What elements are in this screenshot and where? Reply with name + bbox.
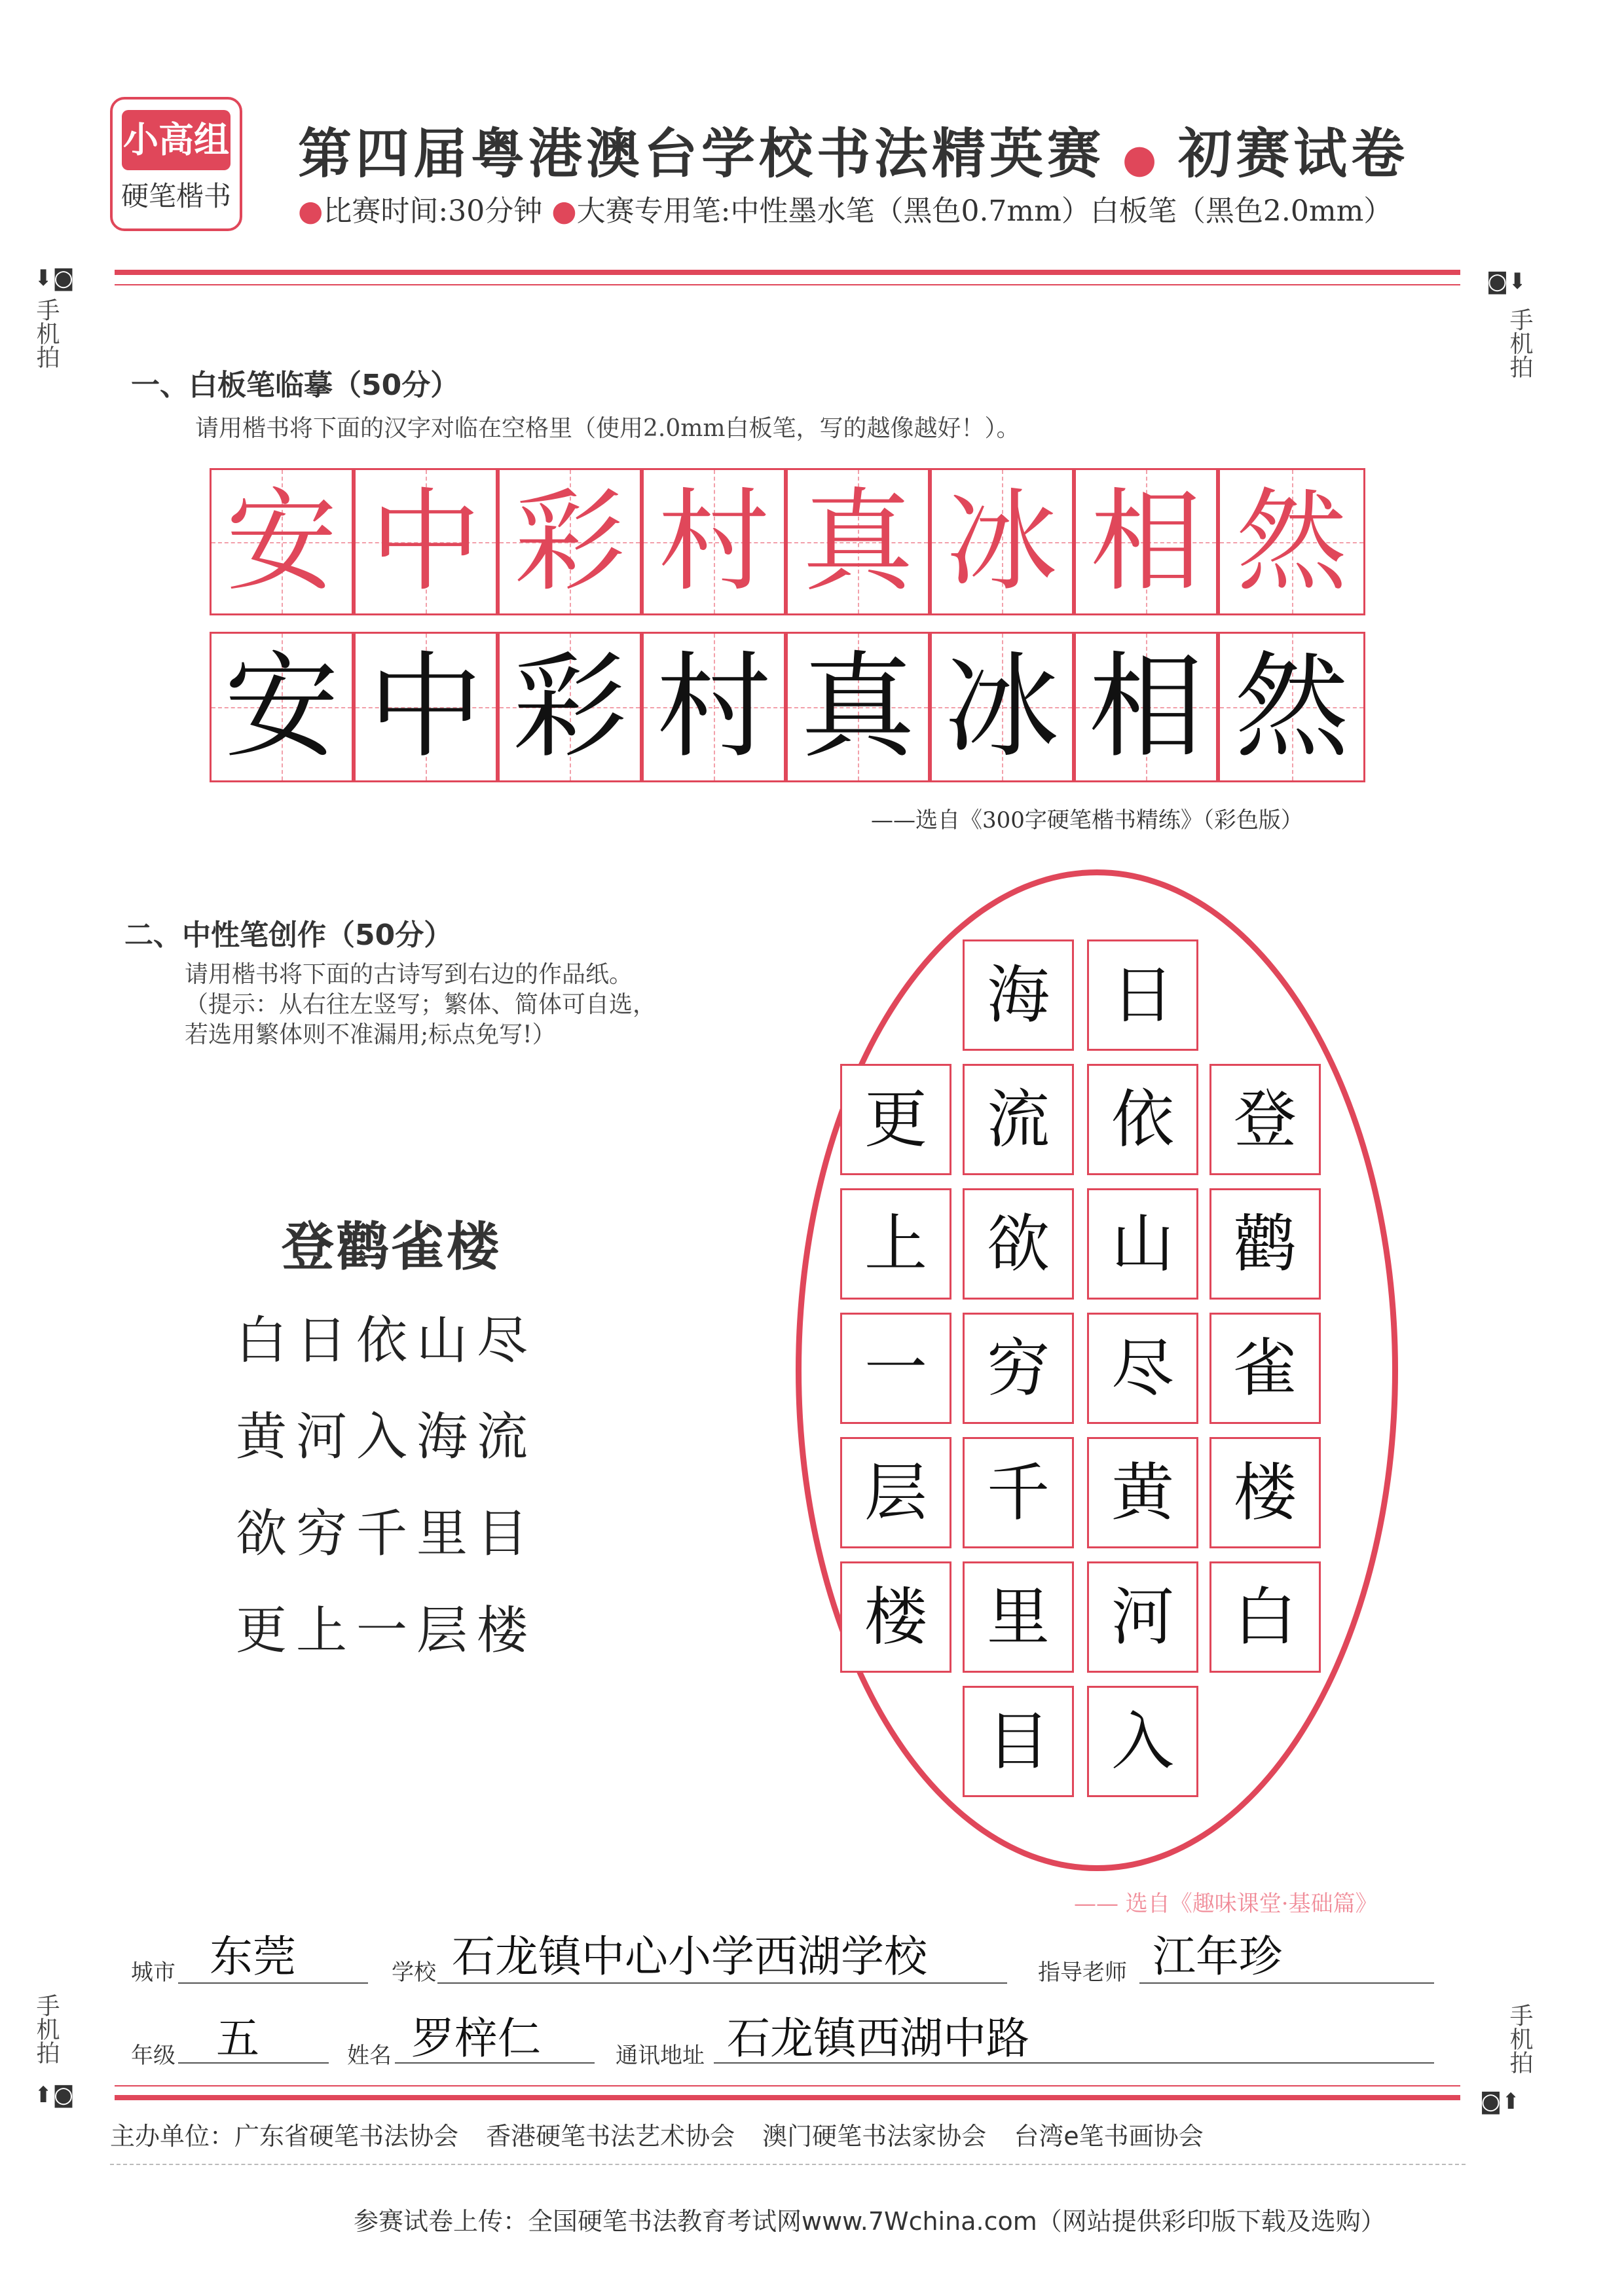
poem-line: 黄河入海流 <box>236 1408 538 1467</box>
artwork-cell: 里 <box>963 1561 1074 1673</box>
side-note-bottom-left: 手机拍 <box>33 1994 60 2064</box>
model-cell: 冰 <box>930 468 1074 615</box>
grade-label: 年级 <box>131 2043 175 2069</box>
side-note-top-right: 手机拍 <box>1506 308 1533 378</box>
camera-icon: ⬇◙ <box>34 265 75 291</box>
artwork-cell: 依 <box>1087 1064 1198 1175</box>
artwork-cell: 雀 <box>1209 1313 1321 1424</box>
artwork-cell: 鹳 <box>1209 1188 1321 1300</box>
artwork-cell: 河 <box>1087 1561 1198 1673</box>
artwork-cell: 千 <box>963 1437 1074 1548</box>
artwork-cell: 入 <box>1087 1686 1198 1797</box>
artwork-cell: 海 <box>963 939 1074 1051</box>
footer-divider-thin <box>115 2085 1460 2086</box>
practice-cell: 安 <box>210 632 354 782</box>
artwork-cell: 楼 <box>1209 1437 1321 1548</box>
artwork-cell: 欲 <box>963 1188 1074 1300</box>
upload-info: 参赛试卷上传：全国硬笔书法教育考试网www.7Wchina.com（网站提供彩印版下载及选购） <box>354 2207 1386 2236</box>
address-value: 石龙镇西湖中路 <box>727 2013 1029 2064</box>
poem-line: 白日依山尽 <box>236 1311 538 1370</box>
poem-line: 更上一层楼 <box>236 1601 538 1660</box>
city-value: 东莞 <box>210 1931 296 1982</box>
practice-cell: 然 <box>1218 632 1365 782</box>
exam-pens: 大赛专用笔:中性墨水笔（黑色0.7mm）白板笔（黑色2.0mm） <box>576 194 1393 228</box>
artwork-cell: 黄 <box>1087 1437 1198 1548</box>
bullet-icon: ● <box>298 194 323 228</box>
practice-cell: 真 <box>786 632 930 782</box>
section2-source: —— 选自《趣味课堂·基础篇》 <box>1074 1891 1378 1917</box>
page-title <box>298 111 1409 188</box>
name-label: 姓名 <box>347 2043 392 2069</box>
model-cell: 相 <box>1074 468 1218 615</box>
section2-title: 二、中性笔创作（50分） <box>124 919 453 952</box>
header-divider-thin <box>115 284 1460 285</box>
section2-instruction-1: 请用楷书将下面的古诗写到右边的作品纸。 <box>185 961 633 988</box>
organizers: 主办单位：广东省硬笔书法协会 香港硬笔书法艺术协会 澳门硬笔书法家协会 台湾e笔书画协会 <box>110 2122 1204 2151</box>
artwork-cell: 层 <box>840 1437 951 1548</box>
artwork-cell: 目 <box>963 1686 1074 1797</box>
teacher-value: 江年珍 <box>1153 1931 1282 1982</box>
city-label: 城市 <box>131 1959 175 1986</box>
poem-title: 登鹳雀楼 <box>282 1216 502 1277</box>
model-cell: 彩 <box>498 468 642 615</box>
side-note-top-left: 手机拍 <box>33 298 60 369</box>
practice-cell: 村 <box>642 632 786 782</box>
address-label: 通讯地址 <box>616 2043 705 2069</box>
section2-instruction-2: （提示：从右往左竖写；繁体、简体可自选， <box>185 991 657 1018</box>
teacher-label: 指导老师 <box>1038 1959 1127 1986</box>
model-cell: 中 <box>354 468 498 615</box>
section1-source: ——选自《300字硬笔楷书精练》（彩色版） <box>871 807 1303 833</box>
header-divider <box>115 270 1460 275</box>
bullet-icon: ● <box>551 194 577 228</box>
practice-cell: 中 <box>354 632 498 782</box>
badge-group-label: 小高组 <box>122 110 231 170</box>
artwork-cell: 流 <box>963 1064 1074 1175</box>
artwork-cell: 登 <box>1209 1064 1321 1175</box>
exam-meta <box>298 187 1392 229</box>
side-note-bottom-right: 手机拍 <box>1506 2003 1533 2074</box>
title-suffix: 初赛试卷 <box>1178 122 1409 185</box>
school-value: 石龙镇中心小学西湖学校 <box>452 1931 927 1982</box>
name-value: 罗梓仁 <box>411 2013 541 2064</box>
model-cell: 安 <box>210 468 354 615</box>
school-label: 学校 <box>392 1959 436 1986</box>
artwork-cell: 穷 <box>963 1313 1074 1424</box>
artwork-cell: 更 <box>840 1064 951 1175</box>
camera-icon: ⬆◙ <box>34 2082 75 2108</box>
section2-instruction-3: 若选用繁体则不准漏用;标点免写!） <box>185 1021 556 1048</box>
grade-value: 五 <box>216 2013 259 2064</box>
model-cell: 村 <box>642 468 786 615</box>
artwork-cell: 山 <box>1087 1188 1198 1300</box>
model-cell: 然 <box>1218 468 1365 615</box>
footer-divider <box>115 2095 1460 2100</box>
artwork-cell: 日 <box>1087 939 1198 1051</box>
artwork-cell: 白 <box>1209 1561 1321 1673</box>
footer-cut-line <box>110 2164 1466 2165</box>
model-cell: 真 <box>786 468 930 615</box>
practice-cell: 相 <box>1074 632 1218 782</box>
artwork-cell: 尽 <box>1087 1313 1198 1424</box>
section1-title: 一、白板笔临摹（50分） <box>131 369 460 402</box>
title-dot: ● <box>1105 136 1179 182</box>
camera-icon: ◙⬆ <box>1480 2088 1521 2115</box>
title-main: 第四届粤港澳台学校书法精英赛 <box>298 122 1105 185</box>
group-badge <box>110 97 242 231</box>
exam-time: 比赛时间:30分钟 <box>323 194 543 228</box>
artwork-cell: 一 <box>840 1313 951 1424</box>
poem-line: 欲穷千里目 <box>236 1504 538 1563</box>
artwork-cell: 楼 <box>840 1561 951 1673</box>
practice-cell: 冰 <box>930 632 1074 782</box>
section1-instruction: 请用楷书将下面的汉字对临在空格里（使用2.0mm白板笔，写的越像越好！）。 <box>195 415 1020 442</box>
badge-subtitle: 硬笔楷书 <box>120 180 231 212</box>
practice-cell: 彩 <box>498 632 642 782</box>
artwork-cell: 上 <box>840 1188 951 1300</box>
camera-icon: ◙⬇ <box>1486 268 1527 295</box>
